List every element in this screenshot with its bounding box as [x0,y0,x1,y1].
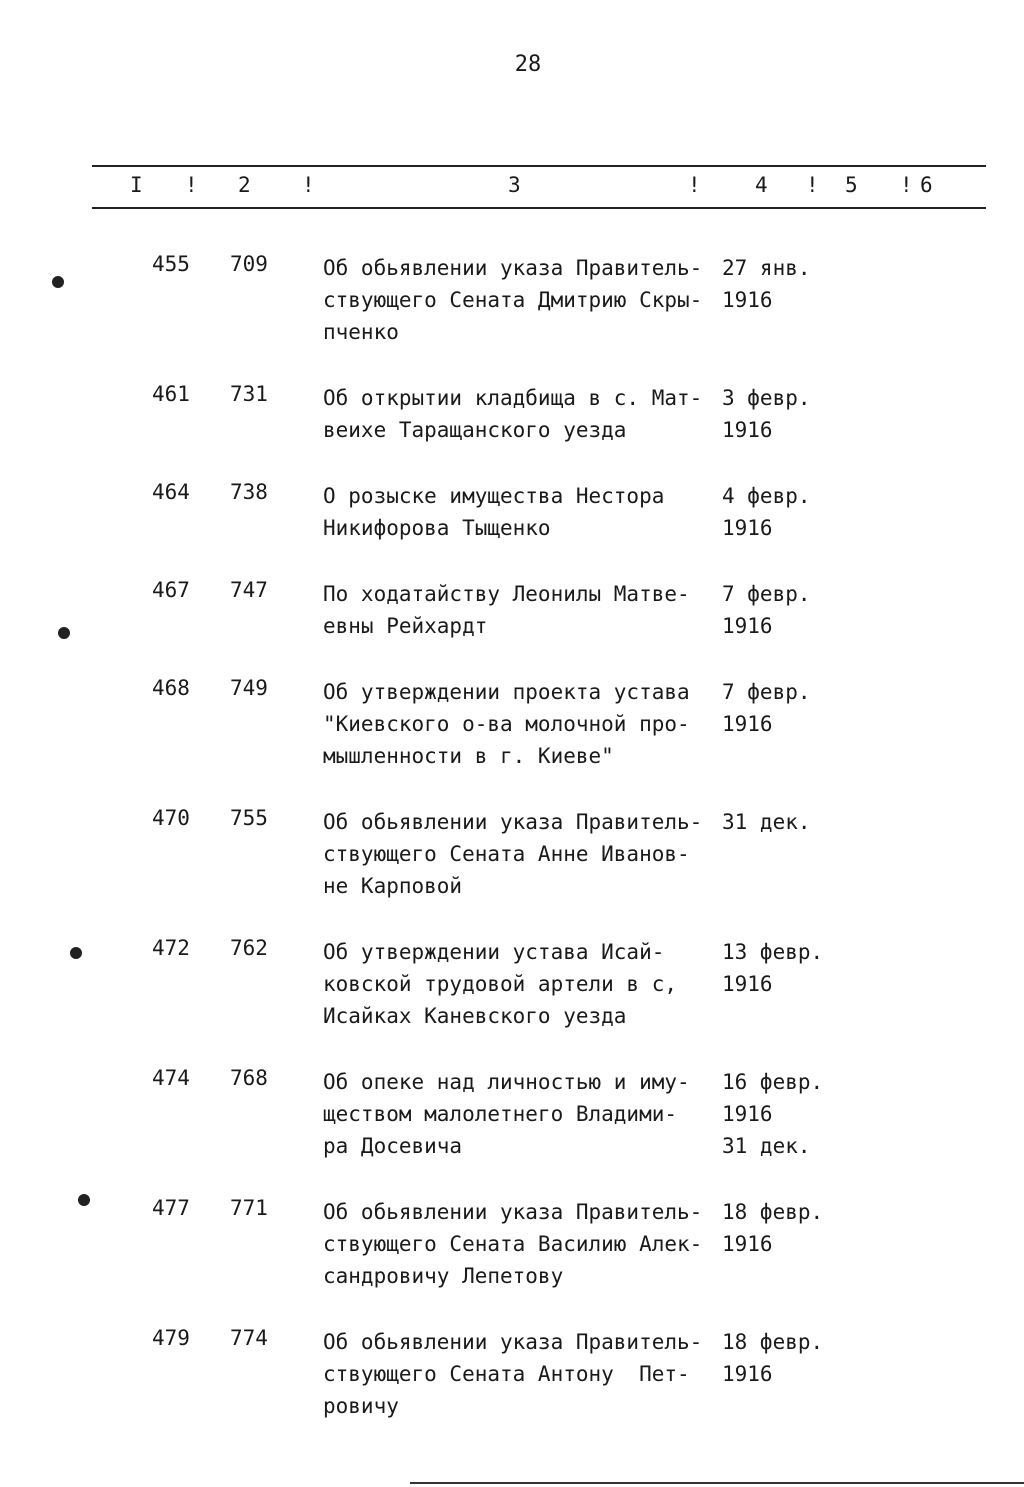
header-separator: ! [302,173,315,197]
title-line: евны Рейхардт [323,614,488,638]
title-line: веихе Таращанского уезда [323,418,627,442]
record-number: 461 [152,382,190,406]
record-title [323,1326,718,1422]
title-line: Об открытии кладбища в с. Мат- [323,386,703,410]
record-number: 464 [152,480,190,504]
file-number: 749 [230,676,268,700]
date-line: 13 февр. [722,940,824,964]
record-number: 477 [152,1196,190,1220]
record-date [722,1326,842,1390]
title-line: Об опеке над личностью и иму- [323,1070,690,1094]
title-line: По ходатайству Леонилы Матве- [323,582,690,606]
file-number: 762 [230,936,268,960]
record-title [323,252,718,348]
header-bottom-rule [92,207,986,209]
date-line: 1916 [722,972,773,996]
record-number: 479 [152,1326,190,1350]
file-number: 709 [230,252,268,276]
title-line: Об утверждении проекта устава [323,680,690,704]
header-separator: ! [688,173,701,197]
date-line: 18 февр. [722,1200,824,1224]
file-number: 738 [230,480,268,504]
table-row [0,936,1024,1032]
record-title [323,676,718,772]
header-col-6: 6 [920,173,933,197]
table-row [0,1326,1024,1422]
title-line: Исайках Каневского уезда [323,1004,627,1028]
date-line: 31 дек. [722,1134,811,1158]
date-line: 1916 [722,614,773,638]
title-line: не Карповой [323,874,463,898]
record-title [323,1066,718,1162]
title-line: Об утверждении устава Исай- [323,940,665,964]
record-date [722,382,842,446]
header-col-2: 2 [238,173,251,197]
table-row [0,676,1024,772]
table-row [0,382,1024,446]
record-title [323,382,718,446]
date-line: 3 февр. [722,386,811,410]
record-title [323,936,718,1032]
file-number: 731 [230,382,268,406]
title-line: Об обьявлении указа Правитель- [323,1200,703,1224]
record-list [0,252,1024,1456]
record-number: 468 [152,676,190,700]
table-row [0,1066,1024,1162]
record-title [323,1196,718,1292]
header-top-rule [92,165,986,167]
date-line: 1916 [722,1102,773,1126]
page-bottom-edge [410,1482,1024,1484]
title-line: ществом малолетнего Владими- [323,1102,678,1126]
date-line: 27 янв. [722,256,811,280]
file-number: 768 [230,1066,268,1090]
title-line: мышленности в г. Киеве" [323,744,614,768]
date-line: 7 февр. [722,680,811,704]
date-line: 1916 [722,712,773,736]
date-line: 4 февр. [722,484,811,508]
title-line: ра Досевича [323,1134,463,1158]
file-number: 774 [230,1326,268,1350]
header-col-1: I [130,173,143,197]
title-line: Об обьявлении указа Правитель- [323,810,703,834]
title-line: Об обьявлении указа Правитель- [323,256,703,280]
record-date [722,936,842,1000]
title-line: О розыске имущества Нестора [323,484,665,508]
record-date [722,1196,842,1260]
date-line: 1916 [722,418,773,442]
date-line: 1916 [722,288,773,312]
record-date [722,676,842,740]
header-separator: ! [806,173,819,197]
record-number: 455 [152,252,190,276]
record-date [722,806,842,838]
table-row [0,1196,1024,1292]
table-row [0,578,1024,642]
table-row [0,806,1024,902]
date-line: 1916 [722,516,773,540]
title-line: ствующего Сената Анне Иванов- [323,842,690,866]
record-date [722,1066,842,1162]
file-number: 747 [230,578,268,602]
date-line: 7 февр. [722,582,811,606]
record-date [722,578,842,642]
record-date [722,480,842,544]
date-line: 1916 [722,1362,773,1386]
title-line: ствующего Сената Антону Пет- [323,1362,690,1386]
header-separator: ! [185,173,198,197]
table-row [0,252,1024,348]
title-line: Об обьявлении указа Правитель- [323,1330,703,1354]
title-line: ровичу [323,1394,399,1418]
file-number: 755 [230,806,268,830]
date-line: 18 февр. [722,1330,824,1354]
date-line: 31 дек. [722,810,811,834]
title-line: сандровичу Лепетову [323,1264,564,1288]
title-line: ковской трудовой артели в с, [323,972,678,996]
header-col-4: 4 [755,173,768,197]
table-row [0,480,1024,544]
record-number: 472 [152,936,190,960]
title-line: ствующего Сената Дмитрию Скры- [323,288,703,312]
title-line: "Киевского о-ва молочной про- [323,712,690,736]
title-line: пченко [323,320,399,344]
record-number: 470 [152,806,190,830]
header-col-5: 5 [845,173,858,197]
table-header [0,173,1024,201]
page-number: 28 [514,52,542,77]
date-line: 16 февр. [722,1070,824,1094]
record-title [323,480,718,544]
record-number: 474 [152,1066,190,1090]
title-line: ствующего Сената Василию Алек- [323,1232,703,1256]
record-title [323,578,718,642]
title-line: Никифорова Тыщенко [323,516,551,540]
header-col-3: 3 [508,173,521,197]
record-date [722,252,842,316]
record-number: 467 [152,578,190,602]
date-line: 1916 [722,1232,773,1256]
record-title [323,806,718,902]
file-number: 771 [230,1196,268,1220]
header-separator: ! [900,173,913,197]
